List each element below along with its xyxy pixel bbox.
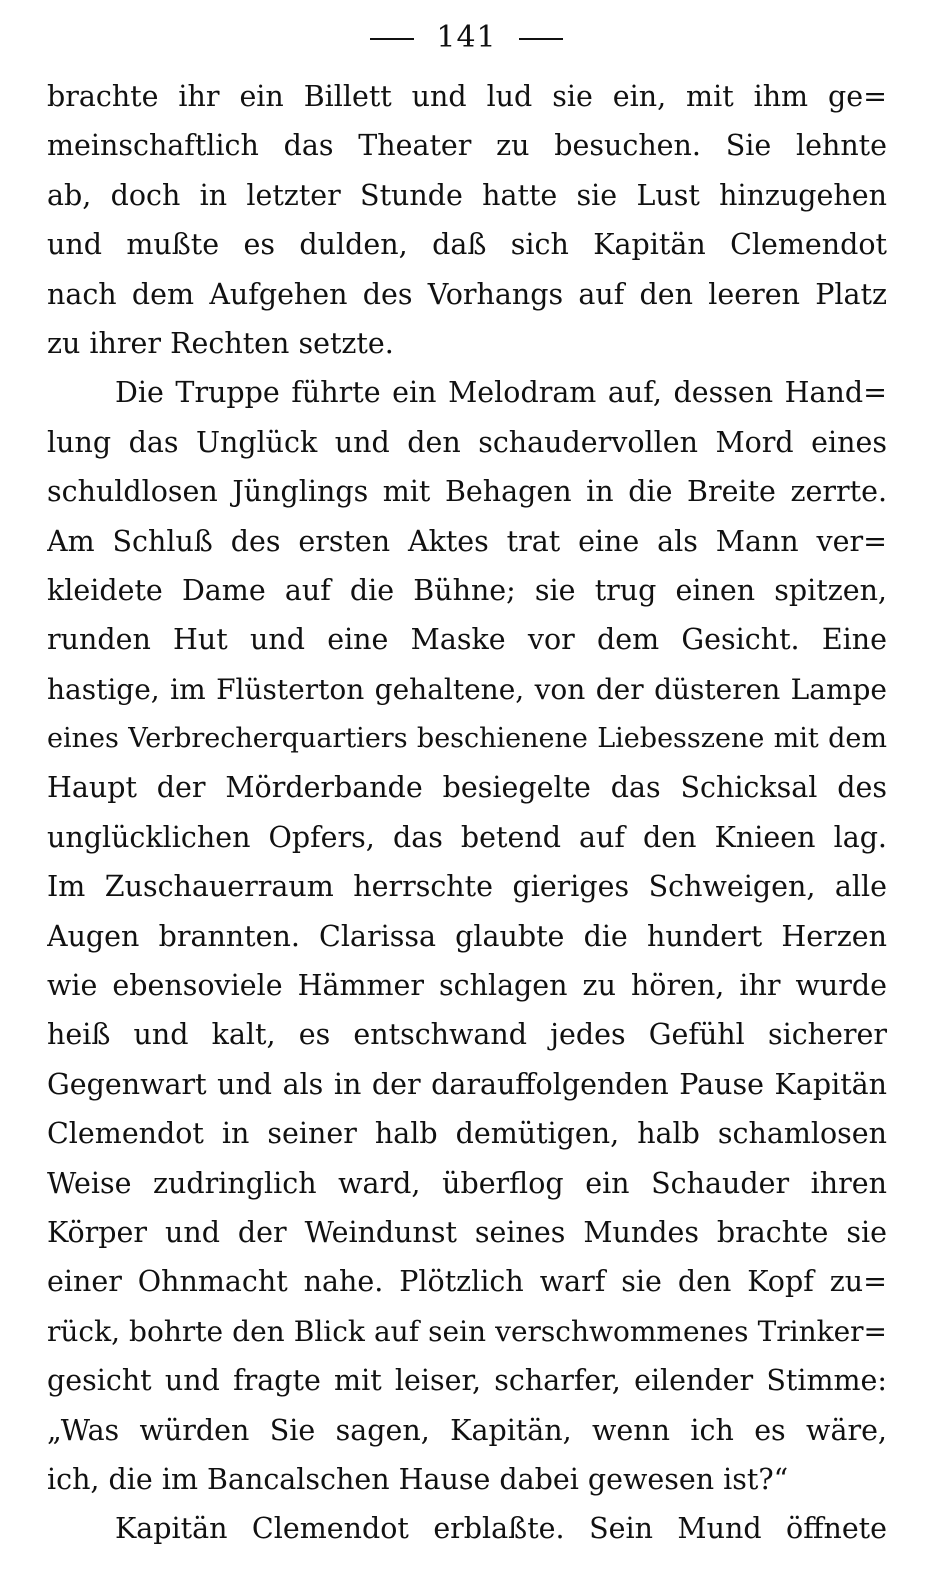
text-line: heiß und kalt, es entschwand jedes Gefühl sicherer (47, 1018, 887, 1052)
text-line: gesicht und fragte mit leiser, scharfer, eilender Stimme: (47, 1364, 887, 1398)
text-line: Körper und der Weindunst seines Mundes brachte sie (47, 1215, 887, 1249)
header-dash-left (370, 38, 414, 40)
text-line: eines Verbrecherquartiers beschienene Liebesszene mit dem (47, 723, 887, 755)
text-line: ich, die im Bancalschen Hause dabei gewesen ist?“ (47, 1462, 789, 1496)
page-header (0, 12, 933, 62)
text-line: brachte ihr ein Billett und lud sie ein, mit ihm ge= (47, 80, 887, 113)
text-line: ab, doch in letzter Stunde hatte sie Lust hinzugehen (47, 178, 887, 212)
text-line: hastige, im Flüsterton gehaltene, von der düsteren Lampe (47, 672, 887, 706)
text-line: rück, bohrte den Blick auf sein verschwommenes Trinker= (47, 1314, 887, 1348)
text-line: zu ihrer Rechten setzte. (47, 326, 394, 360)
text-line: Im Zuschauerraum herrschte gieriges Schweigen, alle (47, 870, 887, 904)
text-line: kleidete Dame auf die Bühne; sie trug einen spitzen, (47, 573, 887, 607)
text-line: Augen brannten. Clarissa glaubte die hundert Herzen (47, 919, 887, 953)
text-line: Haupt der Mörderbande besiegelte das Schicksal des (47, 771, 887, 805)
body-text (47, 72, 887, 1554)
text-line: Gegenwart und als in der darauffolgenden Pause Kapitän (47, 1067, 887, 1101)
text-line: runden Hut und eine Maske vor dem Gesicht. Eine (47, 623, 887, 657)
text-line: Kapitän Clemendot erblaßte. Sein Mund öffnete (115, 1512, 887, 1546)
text-line: schuldlosen Jünglings mit Behagen in die Breite zerrte. (47, 475, 887, 509)
text-line: wie ebensoviele Hämmer schlagen zu hören, ihr wurde (47, 969, 887, 1003)
text-line: Die Truppe führte ein Melodram auf, dessen Hand= (115, 376, 887, 410)
text-line: meinschaftlich das Theater zu besuchen. Sie lehnte (47, 129, 887, 163)
text-line: Clemendot in seiner halb demütigen, halb schamlosen (47, 1117, 887, 1151)
text-line: Weise zudringlich ward, überflog ein Schauder ihren (47, 1166, 887, 1200)
text-line: „Was würden Sie sagen, Kapitän, wenn ich es wäre, (47, 1413, 887, 1447)
header-dash-right (519, 38, 563, 40)
text-line: einer Ohnmacht nahe. Plötzlich warf sie den Kopf zu= (47, 1265, 887, 1299)
text-line: und mußte es dulden, daß sich Kapitän Clemendot (47, 228, 887, 262)
page-number: 141 (436, 19, 497, 55)
text-line: nach dem Aufgehen des Vorhangs auf den leeren Platz (47, 277, 887, 311)
text-line: lung das Unglück und den schaudervollen Mord eines (47, 425, 887, 459)
text-line: Am Schluß des ersten Aktes trat eine als Mann ver= (47, 524, 887, 558)
text-line: unglücklichen Opfers, das betend auf den Knieen lag. (47, 820, 887, 854)
